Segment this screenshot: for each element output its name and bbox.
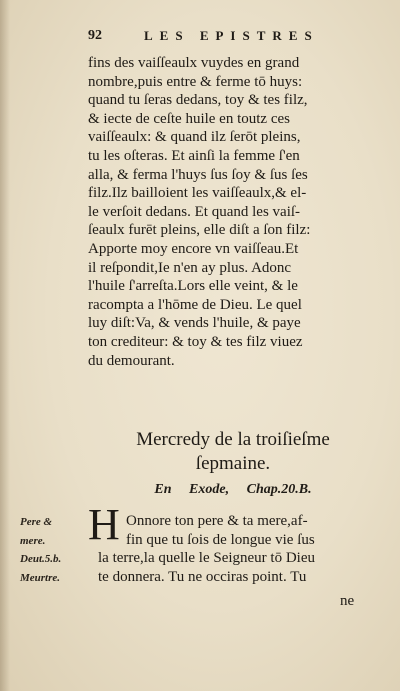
text-line: Apporte moy encore vn vaiſſeau.Et <box>88 240 299 257</box>
text-line: tu les oſteras. Et ainſi la femme ſ'en <box>88 147 300 164</box>
section-title-line: Mercredy de la troiſieſme <box>136 429 330 450</box>
text-line: nombre,puis entre & ferme tō huys: <box>88 73 303 90</box>
text-line: luy diſt:Va, & vends l'huile, & paye <box>88 315 301 332</box>
text-line: l'huile ſ'arreſta.Lors elle veint, & le <box>88 278 298 295</box>
text-line: filz.Ilz bailloient les vaiſſeaulx,& el- <box>88 185 307 202</box>
text-line: & iecte de ceſte huile en toutz ces <box>88 110 290 127</box>
section-title <box>88 428 378 476</box>
passage-block <box>98 512 388 586</box>
text-line: du demourant. <box>88 352 175 369</box>
passage-line: Onnore ton pere & ta mere,af- <box>126 513 308 529</box>
margin-note: Deut.5.b. <box>20 553 62 566</box>
margin-note: mere. <box>20 534 46 547</box>
passage-line: te donnera. Tu ne occiras point. Tu <box>98 568 307 585</box>
margin-notes <box>20 513 90 587</box>
margin-note: Pere & <box>20 516 53 528</box>
text-line: quand tu ſeras dedans, toy & tes filz, <box>88 92 308 109</box>
passage-line: la terre,la quelle le Seigneur tō Dieu <box>98 550 315 567</box>
text-line: vaiſſeaulx: & quand ilz ſerōt pleins, <box>88 129 301 146</box>
gutter-shadow <box>0 0 10 691</box>
reference-chapter: Chap.20.B. <box>246 482 312 497</box>
text-line: racompta a l'hōme de Dieu. Le quel <box>88 296 302 313</box>
text-line: il reſpondit,Ie n'en ay plus. Adonc <box>88 259 292 276</box>
passage-line: fin que tu ſois de longue vie ſus <box>126 531 315 548</box>
margin-note: Meurtre. <box>20 571 61 584</box>
text-line: le verſoit dedans. Et quand les vaiſ- <box>88 203 301 220</box>
reference-book: En Exode, <box>154 482 230 497</box>
text-line: ton crediteur: & toy & tes filz viuez <box>88 333 303 350</box>
scripture-reference <box>88 482 378 498</box>
section-title-line: ſepmaine. <box>195 453 271 474</box>
text-line: fins des vaiſſeaulx vuydes en grand <box>88 55 300 71</box>
drop-cap-initial: H <box>88 500 120 549</box>
body-text-block <box>88 54 388 370</box>
catchword: ne <box>340 593 355 609</box>
text-line: ſeaulx furēt pleins, elle diſt a ſon filz: <box>88 222 311 239</box>
page-number: 92 <box>88 28 102 43</box>
text-line: alla, & ferma l'huys ſus ſoy & ſus ſes <box>88 166 308 183</box>
running-head: LES EPISTRES <box>144 28 319 43</box>
page-header <box>88 28 388 46</box>
